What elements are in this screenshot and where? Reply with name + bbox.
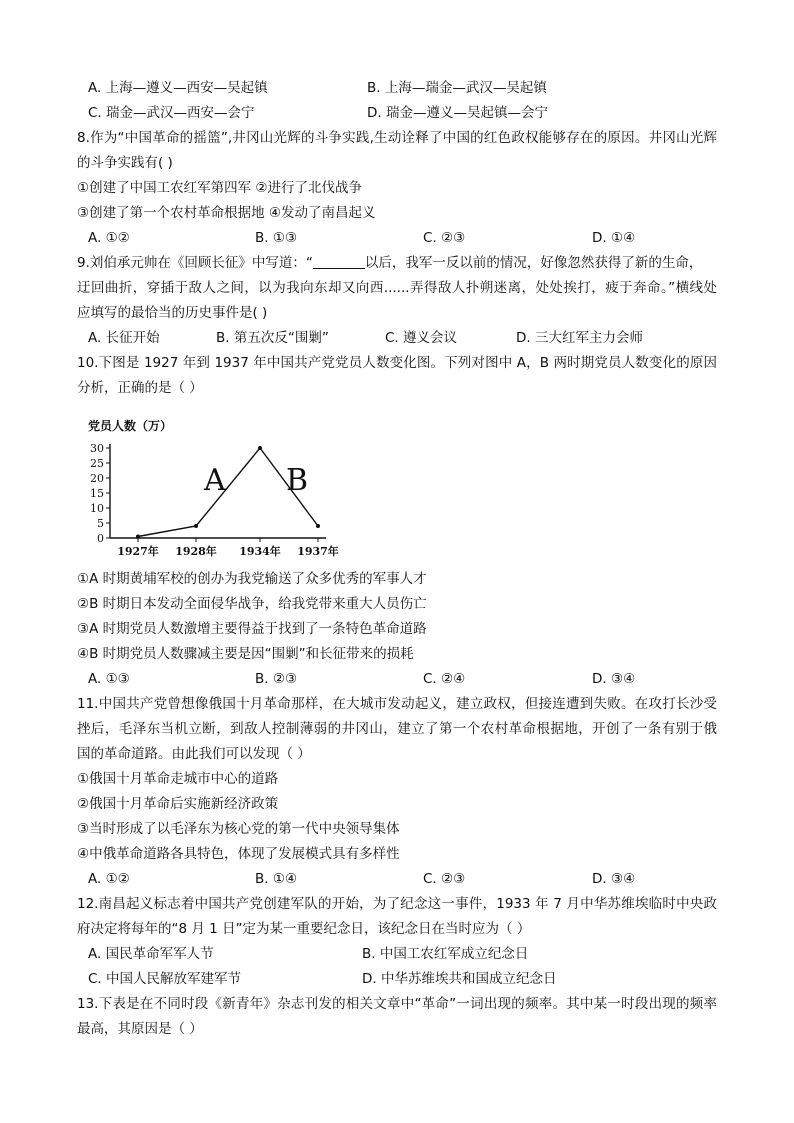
q9-option-c: C. 遵义会议: [385, 330, 458, 346]
y-tick-label: 25: [90, 457, 104, 470]
q13-stem-line1: 13.下表是在不同时段《新青年》杂志刊发的相关文章中“革命”一词出现的频率。其中某一时段出现的频率: [77, 996, 717, 1012]
x-tick-label: 1937年: [297, 545, 339, 558]
y-tick-label: 20: [90, 472, 104, 485]
q10-option-b: B. ②③: [255, 671, 298, 687]
q13-stem-line2: 最高，其原因是（ ）: [77, 1021, 203, 1037]
q10-item-4: ④B 时期党员人数骤减主要是因“围剿”和长征带来的损耗: [77, 646, 414, 662]
q8-stem-line1: 8.作为“中国革命的摇篮”,井冈山光辉的斗争实践,生动诠释了中国的红色政权能够存在的原因。井冈山光辉: [77, 130, 717, 146]
q9-option-d: D. 三大红军主力会师: [516, 330, 643, 346]
y-tick-label: 0: [97, 532, 104, 545]
q9-option-b: B. 第五次反“围剿”: [216, 330, 329, 346]
x-tick-label: 1934年: [239, 545, 281, 558]
q8-option-c: C. ②③: [423, 230, 466, 246]
q11-option-a: A. ①②: [88, 871, 130, 887]
q8-option-a: A. ①②: [88, 230, 130, 246]
q7-option-a: A. 上海—遵义—西安—吴起镇: [88, 80, 268, 96]
q11-stem-line1: 11.中国共产党曾想像俄国十月革命那样，在大城市发动起义，建立政权，但接连遭到失败。在攻打长沙受: [77, 696, 717, 712]
q10-stem-line2: 分析，正确的是（ ）: [77, 380, 203, 396]
q7-option-c: C. 瑞金—武汉—西安—会宁: [88, 105, 255, 121]
q8-option-b: B. ①③: [255, 230, 298, 246]
q8-item-2: ③创建了第一个农村革命根据地 ④发动了南昌起义: [77, 205, 376, 221]
q9-stem-line2: 迂回曲折，穿插于敌人之间，以为我向东却又向西......弄得敌人扑朔迷离，处处挨打，疲于奔命。”横线处: [77, 280, 717, 296]
q11-item-2: ②俄国十月革命后实施新经济政策: [77, 796, 279, 812]
q8-stem-line2: 的斗争实践有( ): [77, 155, 173, 171]
q10-item-2: ②B 时期日本发动全面侵华战争，给我党带来重大人员伤亡: [77, 596, 427, 612]
q10-stem-line1: 10.下图是 1927 年到 1937 年中国共产党党员人数变化图。下列对图中 A，B 两时期党员人数变化的原因: [77, 355, 717, 371]
q9-stem-line3: 应填写的最恰当的历史事件是( ): [77, 305, 268, 321]
q11-item-3: ③当时形成了以毛泽东为核心党的第一代中央领导集体: [77, 821, 400, 837]
q11-item-1: ①俄国十月革命走城市中心的道路: [77, 771, 279, 787]
q11-option-c: C. ②③: [423, 871, 466, 887]
q11-stem-line3: 国的革命道路。由此我们可以发现（ ）: [77, 746, 311, 762]
annotation-a: A: [204, 463, 226, 498]
q9-option-a: A. 长征开始: [88, 330, 160, 346]
q10-option-a: A. ①③: [88, 671, 130, 687]
q11-option-b: B. ①④: [255, 871, 298, 887]
chart-title: 党员人数（万）: [88, 419, 173, 433]
q10-option-d: D. ③④: [592, 671, 636, 687]
y-tick-label: 10: [90, 502, 104, 515]
q7-option-d: D. 瑞金—遵义—吴起镇—会宁: [367, 105, 548, 121]
y-tick-label: 15: [90, 487, 104, 500]
y-tick-label: 30: [90, 442, 104, 455]
annotation-b: B: [286, 463, 309, 498]
q10-item-1: ①A 时期黄埔军校的创办为我党输送了众多优秀的军事人才: [77, 571, 427, 587]
data-point: [316, 524, 320, 528]
q12-option-d: D. 中华苏维埃共和国成立纪念日: [362, 971, 557, 987]
q11-stem-line2: 挫后，毛泽东当机立断，到敌人控制薄弱的井冈山，建立了第一个农村革命根据地，开创了一条有别于俄: [77, 721, 717, 737]
q12-option-a: A. 国民革命军军人节: [88, 946, 214, 962]
q10-item-3: ③A 时期党员人数激增主要得益于找到了一条特色革命道路: [77, 621, 427, 637]
data-point: [136, 535, 140, 539]
q12-stem-line1: 12.南昌起义标志着中国共产党创建军队的开始，为了纪念这一事件，1933 年 7 月中华苏维埃临时中央政: [77, 896, 717, 912]
q12-stem-line2: 府决定将每年的“8 月 1 日”定为某一重要纪念日，该纪念日在当时应为（ ）: [77, 921, 531, 937]
q8-option-d: D. ①④: [592, 230, 636, 246]
q9-fill-blank: [313, 254, 365, 269]
party-membership-chart: [84, 412, 339, 562]
q12-option-c: C. 中国人民解放军建军节: [88, 971, 242, 987]
data-point: [194, 524, 198, 528]
q9-stem-part1: 9.刘伯承元帅在《回顾长征》中写道：“: [77, 255, 313, 271]
q8-item-1: ①创建了中国工农红军第四军 ②进行了北伐战争: [77, 180, 362, 196]
data-point: [258, 446, 262, 450]
q9-stem-line1: [77, 253, 702, 273]
y-tick-label: 5: [97, 517, 104, 530]
x-tick-label: 1927年: [117, 545, 159, 558]
q11-item-4: ④中俄革命道路各具特色，体现了发展模式具有多样性: [77, 846, 400, 862]
q10-option-c: C. ②④: [423, 671, 466, 687]
q9-stem-part2: 以后，我军一反以前的情况，好像忽然获得了新的生命，: [364, 255, 703, 271]
q11-option-d: D. ③④: [592, 871, 636, 887]
q7-option-b: B. 上海—瑞金—武汉—吴起镇: [367, 80, 547, 96]
q12-option-b: B. 中国工农红军成立纪念日: [362, 946, 529, 962]
x-tick-label: 1928年: [175, 545, 217, 558]
